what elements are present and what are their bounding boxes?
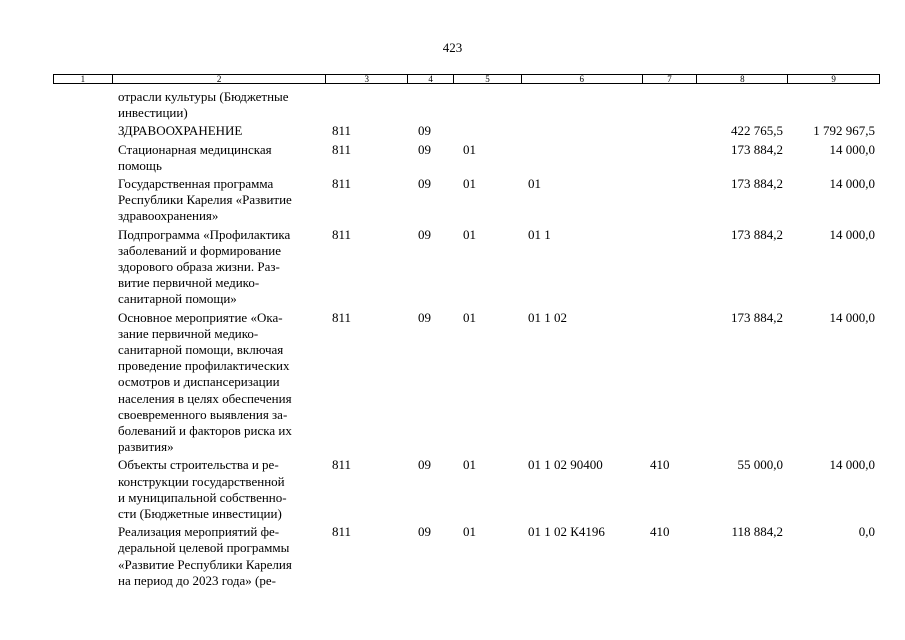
cell-c3: 811 [332, 141, 352, 157]
column-header-3: 3 [325, 75, 407, 83]
row-name-line: помощь [118, 157, 162, 173]
row-name-line: ЗДРАВООХРАНЕНИЕ [118, 123, 243, 139]
cell-c3: 811 [332, 176, 352, 191]
cell-c5: 01 [463, 141, 476, 157]
row-name-line: санитарной помощи» [118, 291, 237, 307]
cell-c5: 01 [463, 524, 476, 540]
row-name-line: Стационарная медицинская [118, 141, 272, 157]
row-name-cell [118, 227, 328, 308]
cell-c5: 01 [463, 226, 476, 242]
cell-c8: 118 884,2 [731, 524, 783, 540]
column-header-7: 7 [642, 75, 697, 83]
cell-c6: 01 1 [528, 226, 551, 242]
column-header-8: 8 [696, 75, 787, 83]
cell-c7: 410 [650, 524, 670, 540]
row-name-line: Реализация мероприятий фе- [118, 524, 280, 540]
cell-c5: 01 [463, 309, 476, 325]
row-name-line: инвестиции) [118, 105, 188, 121]
cell-c9: 0,0 [858, 524, 875, 540]
row-name-line: зание первичной медико- [118, 325, 259, 341]
row-name-line: здорового образа жизни. Раз- [118, 259, 280, 274]
column-header-6: 6 [521, 75, 642, 83]
cell-c8: 55 000,0 [737, 457, 783, 473]
cell-c9: 14 000,0 [829, 226, 875, 242]
row-name-line: заболеваний и формирование [118, 242, 282, 258]
row-name-line: сти (Бюджетные инвестиции) [118, 506, 282, 521]
page-number: 423 [442, 40, 463, 55]
cell-c3: 811 [332, 226, 352, 242]
row-name-line: проведение профилактических [118, 358, 290, 374]
cell-c8: 173 884,2 [731, 176, 783, 191]
row-name-line: болеваний и факторов риска их [118, 423, 292, 439]
row-name-line: Республики Карелия «Развитие [118, 192, 292, 208]
row-name-line: на период до 2023 года» (ре- [118, 572, 276, 588]
cell-c7: 410 [650, 457, 670, 473]
cell-c9: 14 000,0 [829, 309, 875, 325]
column-header-5: 5 [453, 75, 521, 83]
cell-c8: 422 765,5 [731, 123, 783, 139]
row-name-line: населения в целях обеспечения [118, 390, 292, 406]
cell-c9: 14 000,0 [829, 141, 875, 157]
row-name-line: осмотров и диспансеризации [118, 374, 280, 390]
row-name-cell [118, 457, 328, 522]
cell-c9: 14 000,0 [829, 176, 875, 191]
row-name-line: и муниципальной собственно- [118, 489, 287, 505]
row-name-cell [118, 524, 328, 589]
row-name-line: деральной целевой программы [118, 540, 290, 556]
row-name-line: «Развитие Республики Карелия [118, 556, 292, 572]
cell-c3: 811 [332, 309, 352, 325]
row-name-line: Объекты строительства и ре- [118, 457, 279, 473]
row-name-cell [118, 89, 328, 121]
cell-c8: 173 884,2 [731, 141, 783, 157]
row-name-line: своевременного выявления за- [118, 406, 288, 422]
column-header-1: 1 [80, 74, 86, 84]
cell-c8: 173 884,2 [731, 226, 783, 242]
row-name-line: санитарной помощи, включая [118, 342, 284, 357]
cell-c6: 01 1 02 [528, 309, 567, 325]
cell-c3: 811 [332, 457, 352, 473]
row-name-cell [118, 142, 328, 174]
row-name-line: Подпрограмма «Профилактика [118, 226, 291, 242]
cell-c9: 14 000,0 [829, 457, 875, 473]
cell-c5: 01 [463, 176, 476, 191]
row-name-line: Основное мероприятие «Ока- [118, 309, 283, 325]
column-header-4: 4 [407, 75, 453, 83]
column-header-2: 2 [112, 75, 325, 83]
cell-c8: 173 884,2 [731, 309, 783, 325]
column-header-9: 9 [787, 75, 879, 83]
row-name-line: здравоохранения» [118, 208, 219, 224]
cell-c4: 09 [418, 226, 431, 242]
cell-c4: 09 [418, 141, 431, 157]
row-name-line: конструкции государственной [118, 473, 285, 489]
cell-c3: 811 [332, 123, 352, 139]
table-column-header-row [53, 74, 880, 84]
cell-c5: 01 [463, 457, 476, 473]
row-name-line: витие первичной медико- [118, 275, 260, 291]
cell-c6: 01 [528, 176, 541, 191]
cell-c4: 09 [418, 309, 431, 325]
row-name-cell [118, 310, 328, 456]
cell-c6: 01 1 02 90400 [528, 457, 603, 473]
row-name-line: развития» [118, 439, 174, 455]
cell-c4: 09 [418, 123, 431, 139]
row-name-cell [118, 176, 328, 225]
cell-c3: 811 [332, 524, 352, 540]
row-name-line: Государственная программа [118, 176, 274, 191]
row-name-line: отрасли культуры (Бюджетные [118, 89, 289, 104]
row-name-cell [118, 123, 328, 139]
cell-c4: 09 [418, 457, 431, 473]
cell-c6: 01 1 02 К4196 [528, 524, 605, 540]
cell-c4: 09 [418, 524, 431, 540]
cell-c9: 1 792 967,5 [813, 123, 875, 139]
cell-c4: 09 [418, 176, 431, 191]
